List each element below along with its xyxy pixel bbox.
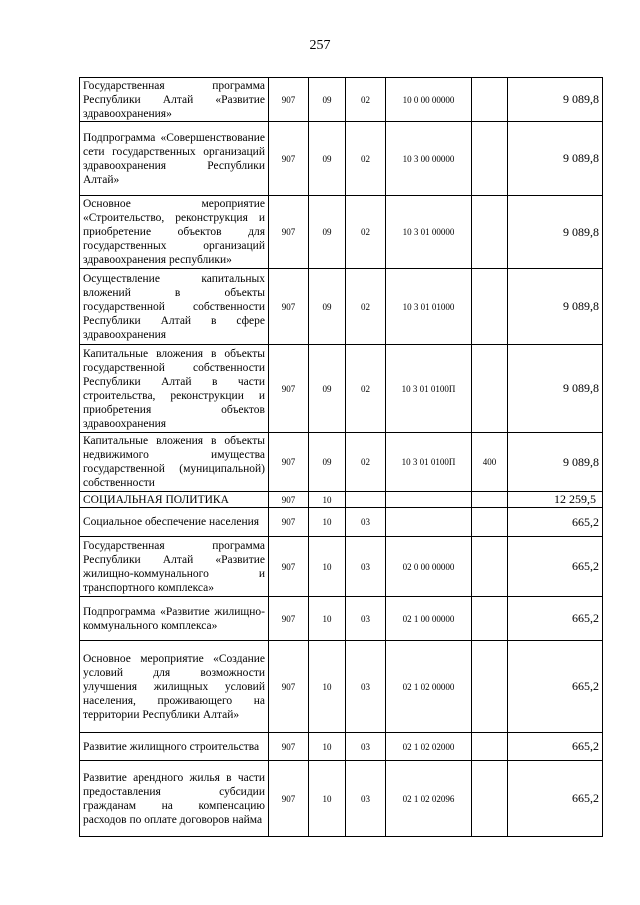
subsection-code: 02: [346, 122, 386, 196]
row-name: Государственная программа Республики Алтай «Развитие жилищно-коммунального и транспортного комплекса»: [80, 537, 269, 597]
target-article-code: 02 1 02 02096: [386, 761, 472, 837]
ministry-code: 907: [269, 492, 309, 508]
subsection-code: 03: [346, 761, 386, 837]
table-row: [80, 641, 603, 733]
table-row: [80, 269, 603, 345]
ministry-code: 907: [269, 345, 309, 433]
target-article-code: 02 0 00 00000: [386, 537, 472, 597]
target-article-code: 10 0 00 00000: [386, 78, 472, 122]
expense-type-code: [472, 641, 508, 733]
table-row: [80, 196, 603, 269]
row-name: Капитальные вложения в объекты государственной собственности Республики Алтай в части строительства, реконструкции и приобретения объектов здравоохранения: [80, 345, 269, 433]
subsection-code: 02: [346, 78, 386, 122]
table-row: [80, 508, 603, 537]
section-code: 09: [309, 196, 346, 269]
section-code: 10: [309, 761, 346, 837]
ministry-code: 907: [269, 537, 309, 597]
expense-type-code: [472, 196, 508, 269]
section-code: 09: [309, 433, 346, 492]
ministry-code: 907: [269, 78, 309, 122]
subsection-code: 03: [346, 597, 386, 641]
subsection-code: [346, 492, 386, 508]
ministry-code: 907: [269, 196, 309, 269]
ministry-code: 907: [269, 433, 309, 492]
row-name: Подпрограмма «Совершенствование сети государственных организаций здравоохранения Республики Алтай»: [80, 122, 269, 196]
amount: 9 089,8: [508, 345, 603, 433]
subsection-code: 03: [346, 537, 386, 597]
section-code: 09: [309, 345, 346, 433]
section-code: 09: [309, 269, 346, 345]
section-code: 10: [309, 537, 346, 597]
ministry-code: 907: [269, 597, 309, 641]
section-code: 09: [309, 122, 346, 196]
target-article-code: 10 3 01 01000: [386, 269, 472, 345]
section-code: 10: [309, 597, 346, 641]
row-name: Основное мероприятие «Строительство, реконструкция и приобретение объектов для государственных организаций здравоохранения республики»: [80, 196, 269, 269]
subsection-code: 02: [346, 345, 386, 433]
expense-type-code: [472, 508, 508, 537]
subsection-code: 03: [346, 733, 386, 761]
amount: 665,2: [508, 733, 603, 761]
ministry-code: 907: [269, 761, 309, 837]
expense-type-code: [472, 761, 508, 837]
row-name: Подпрограмма «Развитие жилищно-коммунального комплекса»: [80, 597, 269, 641]
ministry-code: 907: [269, 269, 309, 345]
expense-type-code: [472, 345, 508, 433]
table-row: [80, 433, 603, 492]
table-row: [80, 761, 603, 837]
expense-type-code: [472, 733, 508, 761]
target-article-code: 02 1 02 02000: [386, 733, 472, 761]
ministry-code: 907: [269, 508, 309, 537]
target-article-code: 10 3 01 0100П: [386, 345, 472, 433]
target-article-code: [386, 508, 472, 537]
target-article-code: 10 3 01 0100П: [386, 433, 472, 492]
target-article-code: [386, 492, 472, 508]
row-name: Капитальные вложения в объекты недвижимого имущества государственной (муниципальной) собственности: [80, 433, 269, 492]
amount: 665,2: [508, 508, 603, 537]
table-row: [80, 597, 603, 641]
section-code: 10: [309, 508, 346, 537]
amount: 665,2: [508, 537, 603, 597]
ministry-code: 907: [269, 122, 309, 196]
row-name: Развитие арендного жилья в части предоставления субсидии гражданам на компенсацию расходов по оплате договоров найма: [80, 761, 269, 837]
table-row: [80, 537, 603, 597]
amount: 665,2: [508, 597, 603, 641]
row-name: Государственная программа Республики Алтай «Развитие здравоохранения»: [80, 78, 269, 122]
table-row: [80, 122, 603, 196]
expense-type-code: 400: [472, 433, 508, 492]
target-article-code: 02 1 02 00000: [386, 641, 472, 733]
ministry-code: 907: [269, 641, 309, 733]
expense-type-code: [472, 597, 508, 641]
ministry-code: 907: [269, 733, 309, 761]
section-code: 10: [309, 641, 346, 733]
row-name: Развитие жилищного строительства: [80, 733, 269, 761]
budget-table: [79, 77, 603, 837]
subsection-code: 02: [346, 269, 386, 345]
table-row: [80, 345, 603, 433]
row-name: СОЦИАЛЬНАЯ ПОЛИТИКА: [80, 492, 269, 508]
table-row: [80, 492, 603, 508]
table-row: [80, 733, 603, 761]
row-name: Осуществление капитальных вложений в объекты государственной собственности Республики Алтай в сфере здравоохранения: [80, 269, 269, 345]
amount: 9 089,8: [508, 78, 603, 122]
expense-type-code: [472, 78, 508, 122]
row-name: Основное мероприятие «Создание условий для возможности улучшения жилищных условий населения, проживающего на территории Республики Алтай»: [80, 641, 269, 733]
target-article-code: 02 1 00 00000: [386, 597, 472, 641]
subsection-code: 02: [346, 196, 386, 269]
section-code: 10: [309, 492, 346, 508]
amount: 9 089,8: [508, 122, 603, 196]
amount: 9 089,8: [508, 433, 603, 492]
section-code: 10: [309, 733, 346, 761]
subsection-code: 02: [346, 433, 386, 492]
row-name: Социальное обеспечение населения: [80, 508, 269, 537]
expense-type-code: [472, 537, 508, 597]
expense-type-code: [472, 269, 508, 345]
expense-type-code: [472, 492, 508, 508]
target-article-code: 10 3 01 00000: [386, 196, 472, 269]
amount: 665,2: [508, 641, 603, 733]
amount: 9 089,8: [508, 269, 603, 345]
section-code: 09: [309, 78, 346, 122]
amount: 665,2: [508, 761, 603, 837]
table-row: [80, 78, 603, 122]
target-article-code: 10 3 00 00000: [386, 122, 472, 196]
subsection-code: 03: [346, 508, 386, 537]
subsection-code: 03: [346, 641, 386, 733]
expense-type-code: [472, 122, 508, 196]
amount: 9 089,8: [508, 196, 603, 269]
amount: 12 259,5: [508, 492, 603, 508]
page-number: 257: [309, 38, 331, 53]
